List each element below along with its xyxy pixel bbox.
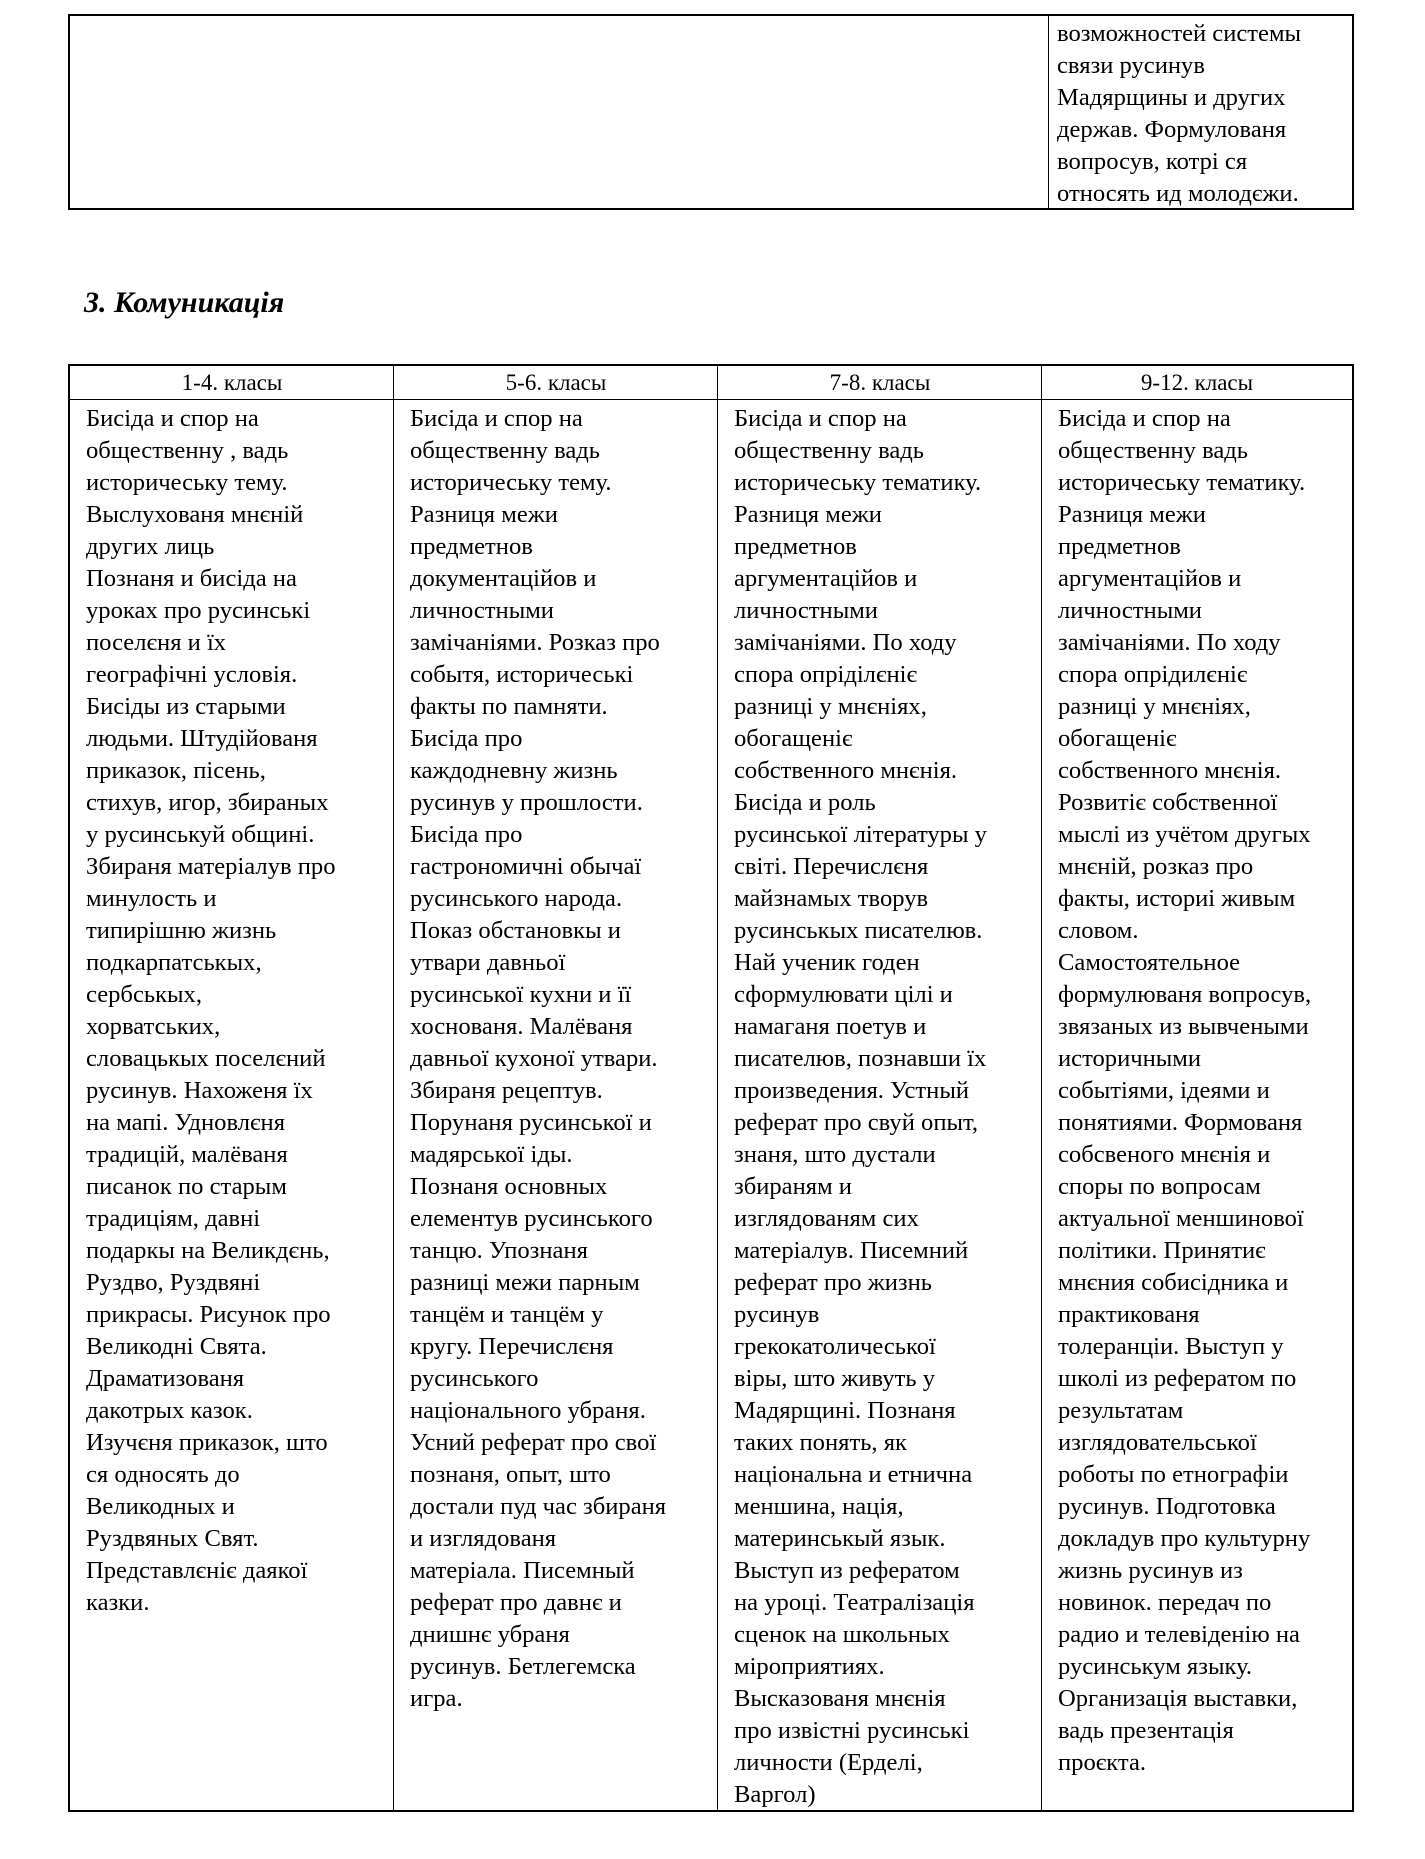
cell-grades-5-6: Бисіда и спор на общественну вадь историчеську тему. Разниця межи предметнов документаційов и личностными замічаніями. Розказ про событя, историчеські факты по памняти. Бисіда про каждодневну жизнь русинув у прошлости. Бисіда про гастрономичні обычаї русинського народа. Показ обстановкы и утвари давньої русинської кухни и її хоснованя. Малёваня давньої кухоної утвари. Збираня рецептув. Порунаня русинської и мадярської іды. Познаня основных елементув русинського танцю. Упознаня разниці межи парным танцём и танцём у кругу. Перечислєня русинського національного убраня. Усний реферат про свої познаня, опыт, што достали пуд час збираня и изглядованя матеріала. Писемный реферат про давнє и днишнє убраня русинув. Бетлегемска игра. xyxy=(410,405,667,1712)
column-header-9-12: 9-12. класы xyxy=(1140,370,1254,395)
communication-table xyxy=(68,364,1354,1812)
column-header-5-6: 5-6. класы xyxy=(505,370,607,395)
column-header-1-4: 1-4. класы xyxy=(181,370,283,395)
cell-grades-7-8: Бисіда и спор на общественну вадь историчеську тематику. Разниця межи предметнов аргументаційов и личностными замічаніями. По ходу спора опріділєніє разниці у мнєніях, обогащеніє собственного мнєнія. Бисіда и роль русинської літературы у світі. Перечислєня майзнамых творув русинськых писателюв. Най ученик годен сформулювати цілі и намаганя поетув и писателюв, познавши їх произведения. Устный реферат про свуй опыт, знаня, што дустали збираням и изглядованям сих матеріалув. Писемний реферат про жизнь русинув грекокатоличеської віры, што живуть у Мадярщині. Познаня таких понять, як національна и етнична меншина, нація, материнськый язык. Выступ из рефератом на уроці. Театралізація сценок на школьных міроприятиях. Высказованя мнєнія про извістні русинські личности (Ерделі, Варгол) xyxy=(734,405,987,1808)
cell-grades-9-12: Бисіда и спор на общественну вадь историчеську тематику. Разниця межи предметнов аргументаційов и личностными замічаніями. По ходу спора опрідилєніє разниці у мнєніях, обогащеніє собственного мнєнія. Розвитіє собственної мыслі из учётом другых мнєній, розказ про факты, историі живым словом. Самостоятельное формулюваня вопросув, звязаных из вывчеными историчными событіями, ідеями и понятиями. Формованя собсвеного мнєнія и споры по вопросам актуальної меншинової політики. Принятиє мнєния собисідника и практикованя толеранціи. Выступ у школі из рефератом по результатам изглядовательської роботы по етнографіи русинув. Подготовка докладув про культурну жизнь русинув из новинок. передач по радио и телевіденію на русинськум языку. Организація выставки, вадь презентація проєкта. xyxy=(1058,405,1312,1776)
table-header-row xyxy=(70,366,1352,400)
section-heading: 3. Комуникація xyxy=(84,286,285,319)
previous-table-last-cell: возможностей системы связи русинув Мадярщины и других держав. Формулованя вопросув, котрі ся относять ид молодєжи. xyxy=(1048,16,1354,208)
previous-table-fragment xyxy=(68,14,1354,210)
column-header-7-8: 7-8. класы xyxy=(829,370,931,395)
cell-grades-1-4: Бисіда и спор на общественну , вадь историчеську тему. Выслухованя мнєній других лиць Познаня и бисіда на уроках про русинські поселєня и їх географічні условія. Бисіды из старыми людьми. Штудійованя приказок, пісень, стихув, игор, збираных у русинськуй общині. Збираня матеріалув про минулость и типирішню жизнь подкарпатськых, сербськых, хорватських, словацькых поселєний русинув. Нахоженя їх на мапі. Удновлєня традицій, малёваня писанок по старым традиціям, давні подаркы на Великдєнь, Руздво, Руздвяні прикрасы. Рисунок про Великодні Свята. Драматизованя дакотрых казок. Изучєня приказок, што ся односять до Великодных и Руздвяных Свят. Представлєніє даякої казки. xyxy=(86,405,336,1616)
